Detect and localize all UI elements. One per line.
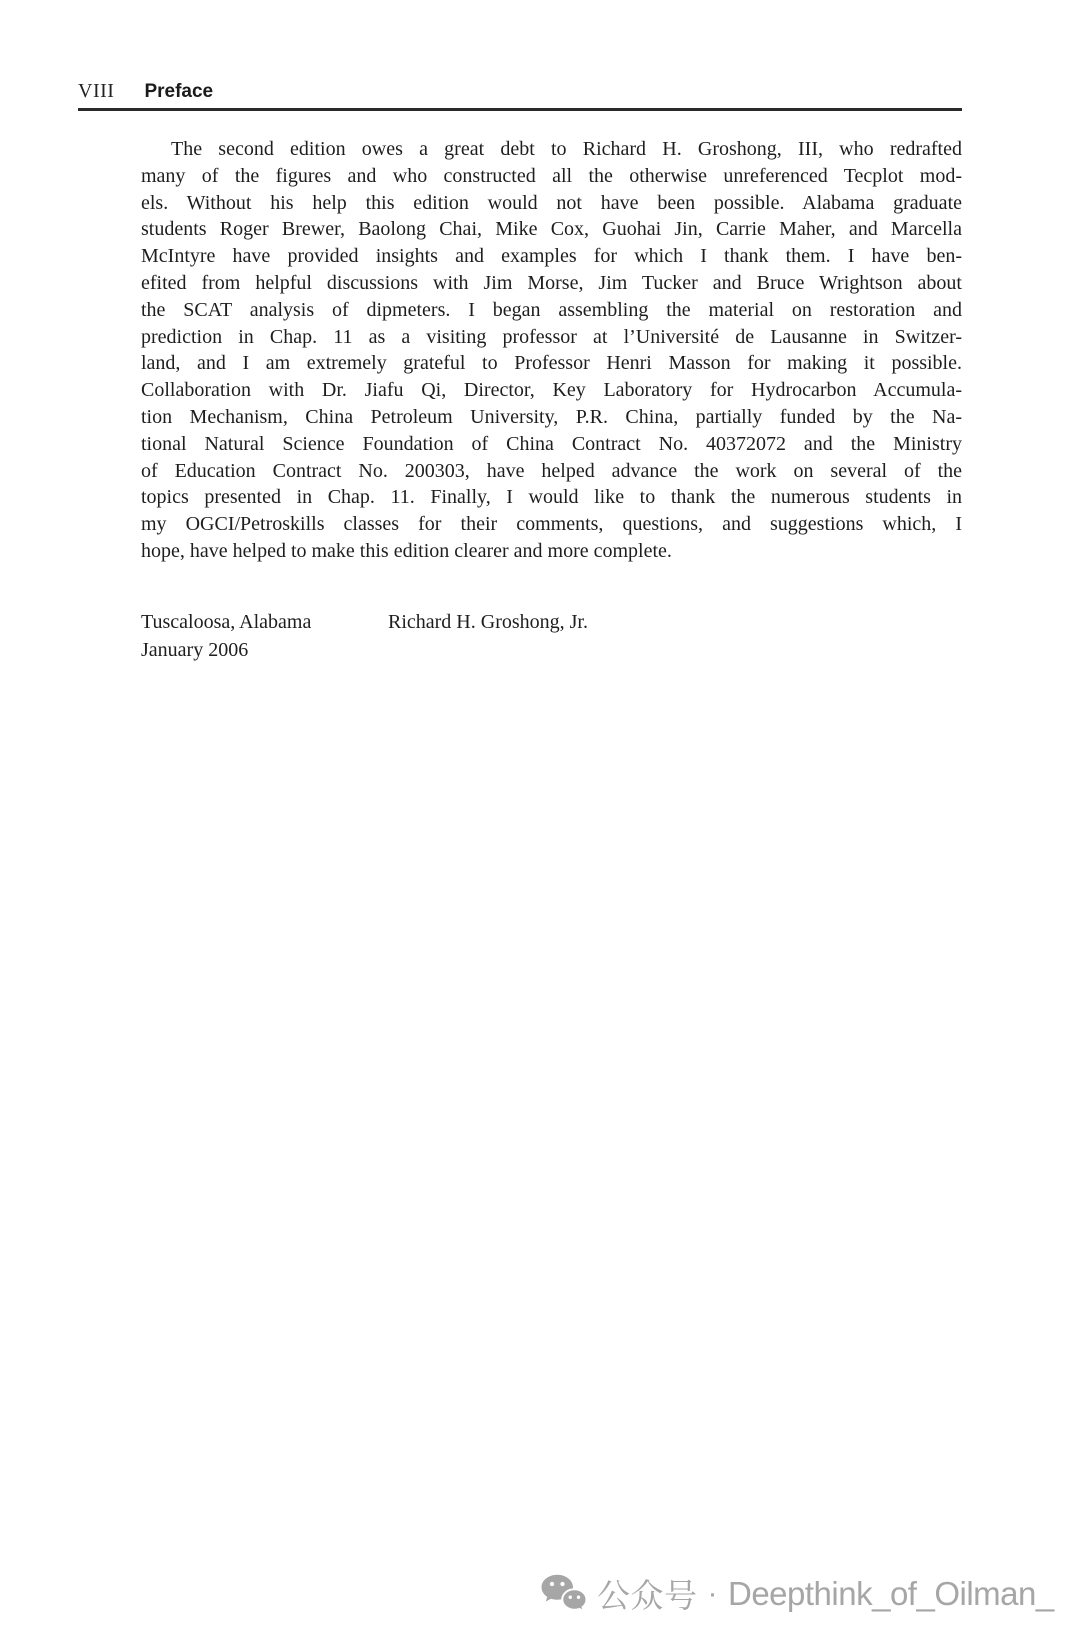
paragraph-line: of Education Contract No. 200303, have helped advance the work on several of the [141,459,962,482]
watermark-account: Deepthink_of_Oilman_ [728,1574,1054,1612]
paragraph-line: hope, have helped to make this edition clearer and more complete. [141,539,672,562]
paragraph-line: Collaboration with Dr. Jiafu Qi, Director, Key Laboratory for Hydrocarbon Accumula- [141,379,962,402]
header-rule [78,108,962,111]
signature-block [141,608,311,664]
paragraph-line: topics presented in Chap. 11. Finally, I would like to thank the numerous students in [141,486,962,509]
signature-date: January 2006 [141,639,249,661]
preface-paragraph [141,136,962,565]
paragraph-line: my OGCI/Petroskills classes for their comments, questions, and suggestions which, I [141,513,962,536]
paragraph-line: tion Mechanism, China Petroleum University, P.R. China, partially funded by the Na- [141,405,962,428]
paragraph-line: prediction in Chap. 11 as a visiting professor at l’Université de Lausanne in Switzer- [141,325,962,348]
paragraph-line: tional Natural Science Foundation of China Contract No. 40372072 and the Ministry [141,432,962,455]
watermark-separator: · [707,1576,718,1610]
watermark-label: 公众号 [597,1577,698,1614]
page-number: VIII [78,80,115,102]
running-head-title: Preface [144,81,214,102]
paragraph-line: land, and I am extremely grateful to Professor Henri Masson for making it possible. [141,352,962,375]
paragraph-line: McIntyre have provided insights and examples for which I thank them. I have ben- [141,245,962,268]
signature-author: Richard H. Groshong, Jr. [388,611,588,633]
paragraph-line: The second edition owes a great debt to Richard H. Groshong, III, who redrafted [171,138,962,160]
wechat-icon [540,1573,588,1615]
paragraph-line: els. Without his help this edition would not have been possible. Alabama graduate [141,191,962,214]
page-header [78,80,962,103]
paragraph-line: students Roger Brewer, Baolong Chai, Mike Cox, Guohai Jin, Carrie Maher, and Marcella [141,218,962,241]
paragraph-line: efited from helpful discussions with Jim Morse, Jim Tucker and Bruce Wrightson about [141,271,962,294]
paragraph-line: many of the figures and who constructed all the otherwise unreferenced Tecplot mod- [141,164,962,187]
signature-place: Tuscaloosa, Alabama [141,611,312,633]
paragraph-line: the SCAT analysis of dipmeters. I began assembling the material on restoration and [141,298,962,321]
watermark [540,1570,1054,1617]
